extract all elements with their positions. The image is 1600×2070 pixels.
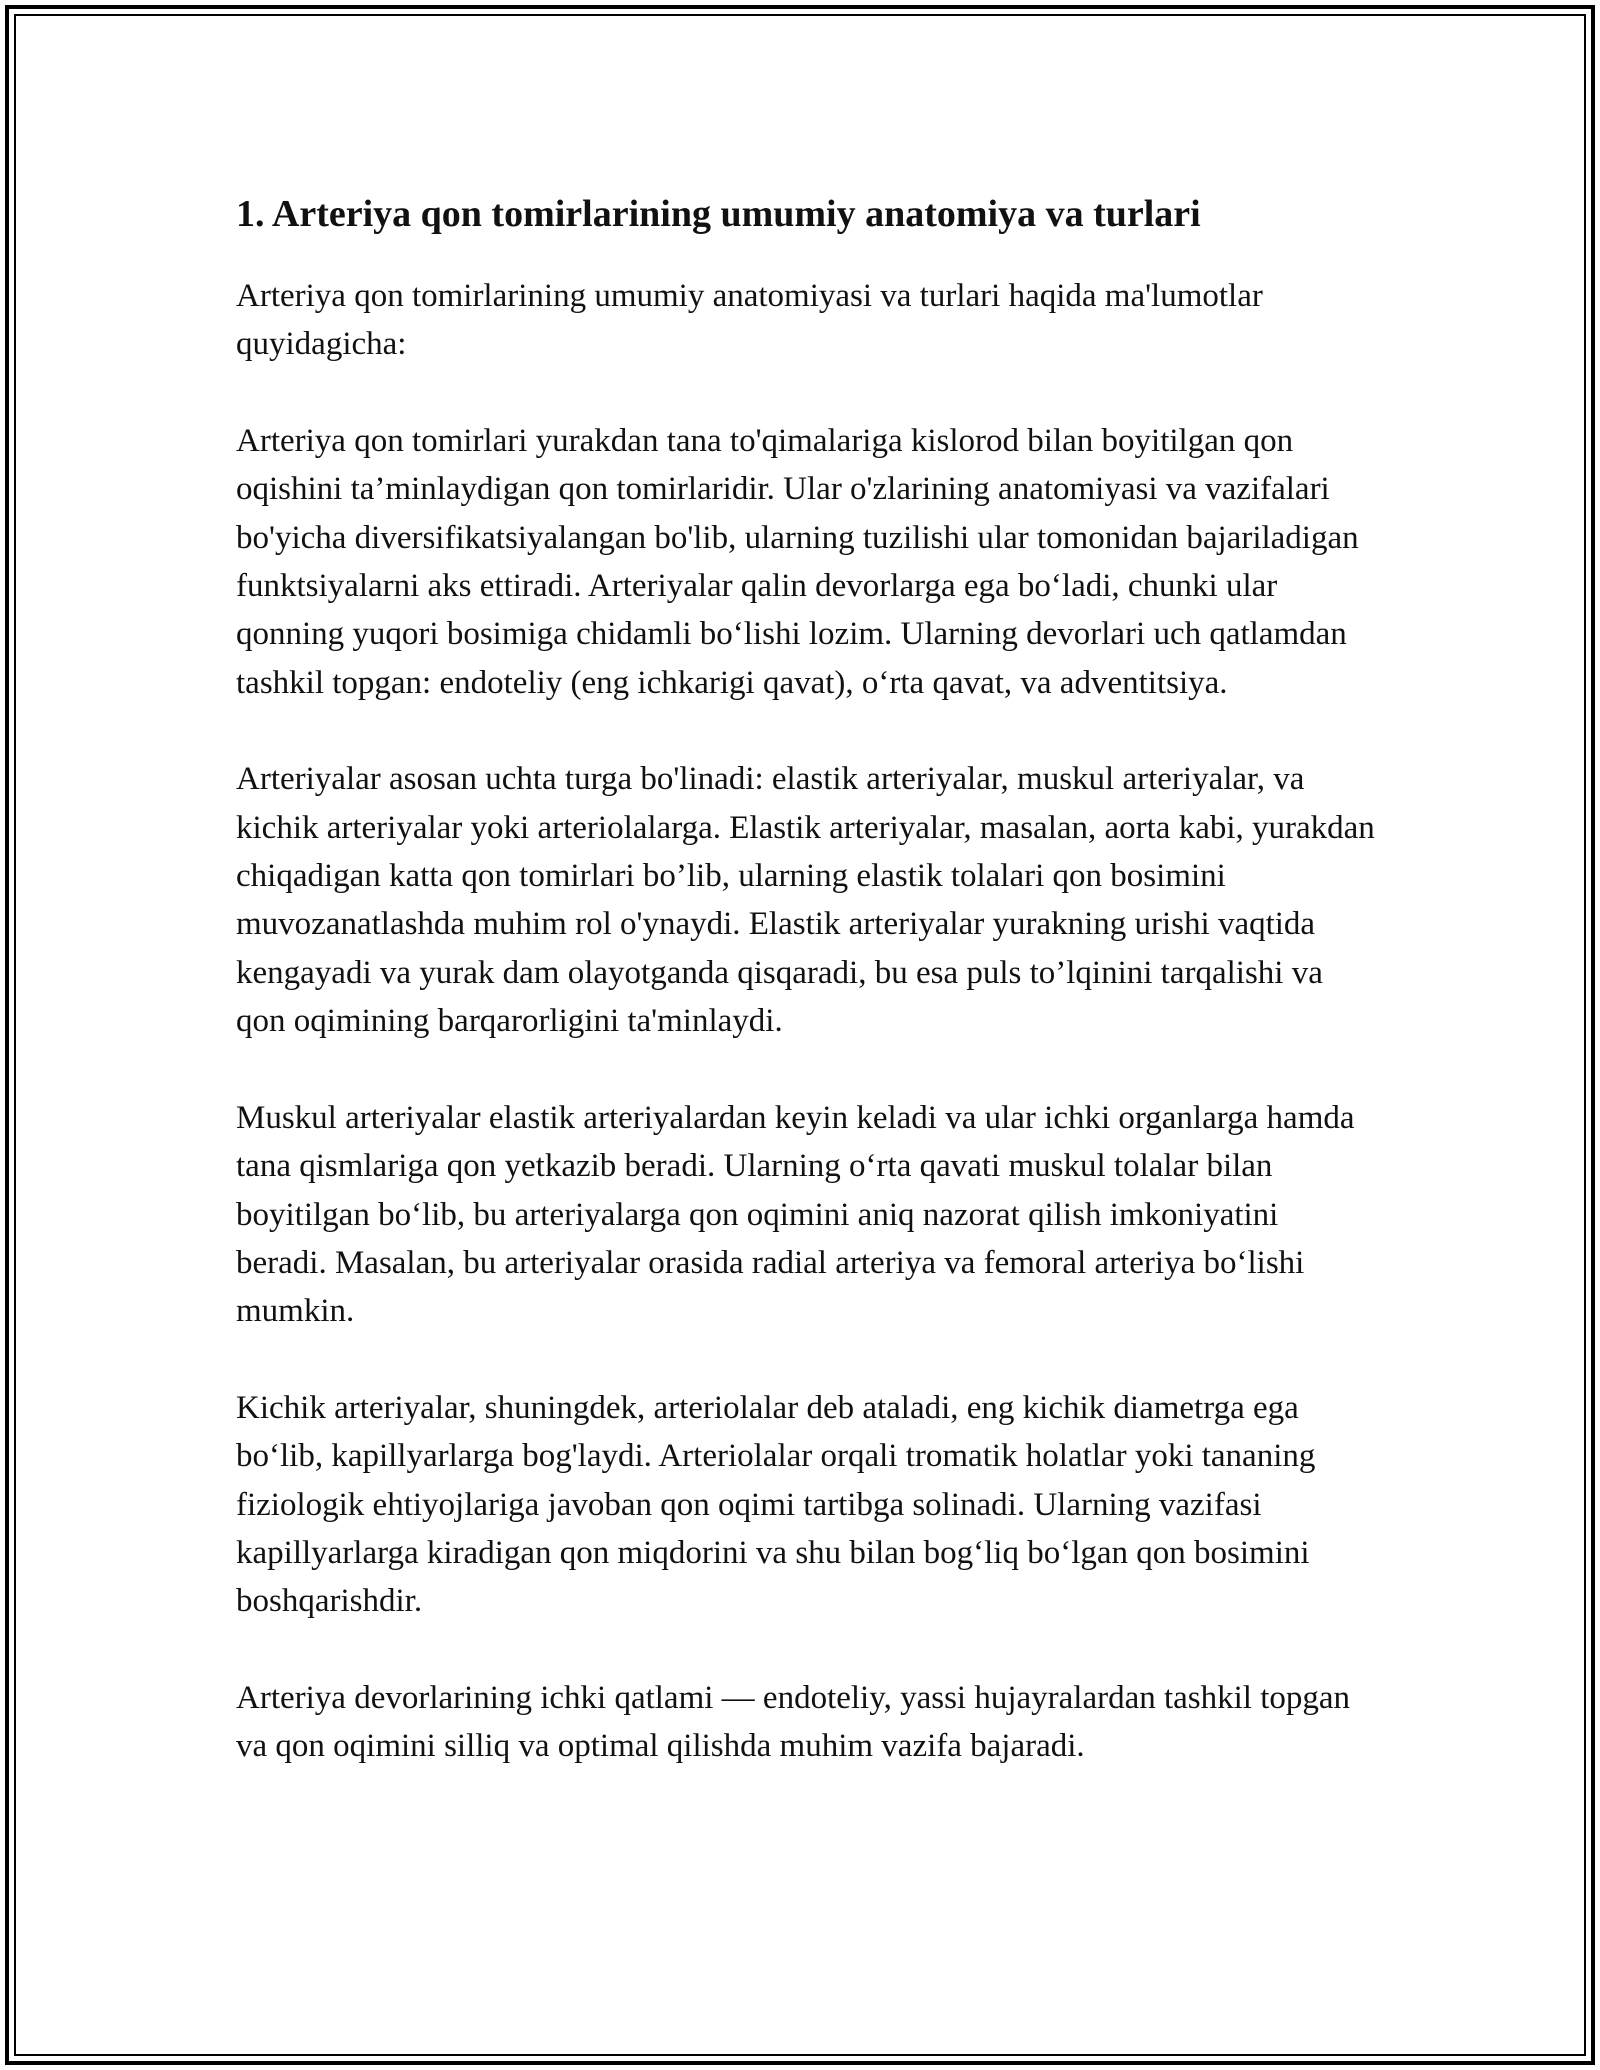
paragraph-arteries-overview: Arteriya qon tomirlari yurakdan tana to'qimalariga kislorod bilan boyitilgan qon oqishini ta’minlaydigan qon tomirlaridir. Ular o'zlarining anatomiyasi va vazifalari bo'yicha diversifikatsiyalangan bo'lib, ularning tuzilishi ular tomonidan bajariladigan funktsiyalarni aks ettiradi. Arteriyalar qalin devorlarga ega boʻladi, chunki ular qonning yuqori bosimiga chidamli boʻlishi lozim. Ularning devorlari uch qatlamdan tashkil topgan: endoteliy (eng ichkarigi qavat), oʻrta qavat, va adventitsiya.	[236, 422, 1359, 701]
paragraph-artery-types: Arteriyalar asosan uchta turga bo'linadi: elastik arteriyalar, muskul arteriyalar, va kichik arteriyalar yoki arteriolalarga. Elastik arteriyalar, masalan, aorta kabi, yurakdan chiqadigan katta qon tomirlari bo’lib, ularning elastik tolalari qon bosimini muvozanatlashda muhim rol o'ynaydi. Elastik arteriyalar yurakning urishi vaqtida kengayadi va yurak dam olayotganda qisqaradi, bu esa puls to’lqinini tarqalishi va qon oqimining barqarorligini ta'minlaydi.	[236, 761, 1375, 1040]
document-body	[236, 188, 1376, 1819]
paragraph-endothelium: Arteriya devorlarining ichki qatlami — endoteliy, yassi hujayralardan tashkil topgan va qon oqimini silliq va optimal qilishda muhim vazifa bajaradi.	[236, 1679, 1351, 1765]
paragraph-muscular-arteries: Muskul arteriyalar elastik arteriyalardan keyin keladi va ular ichki organlarga hamda tana qismlariga qon yetkazib beradi. Ularning oʻrta qavati muskul tolalar bilan boyitilgan boʻlib, bu arteriyalarga qon oqimini aniq nazorat qilish imkoniyatini beradi. Masalan, bu arteriyalar orasida radial arteriya va femoral arteriya boʻlishi mumkin.	[236, 1099, 1355, 1330]
paragraph-intro: Arteriya qon tomirlarining umumiy anatomiyasi va turlari haqida ma'lumotlar quyidagicha:	[236, 278, 1263, 363]
paragraph-small-arteries: Kichik arteriyalar, shuningdek, arteriolalar deb ataladi, eng kichik diametrga ega boʻlib, kapillyarlarga bog'laydi. Arteriolalar orqali tromatik holatlar yoki tananing fiziologik ehtiyojlariga javoban qon oqimi tartibga solinadi. Ularning vazifasi kapillyarlarga kiradigan qon miqdorini va shu bilan bogʻliq boʻlgan qon bosimini boshqarishdir.	[236, 1389, 1316, 1620]
section-heading: 1. Arteriya qon tomirlarining umumiy anatomiya va turlari	[236, 193, 1201, 235]
